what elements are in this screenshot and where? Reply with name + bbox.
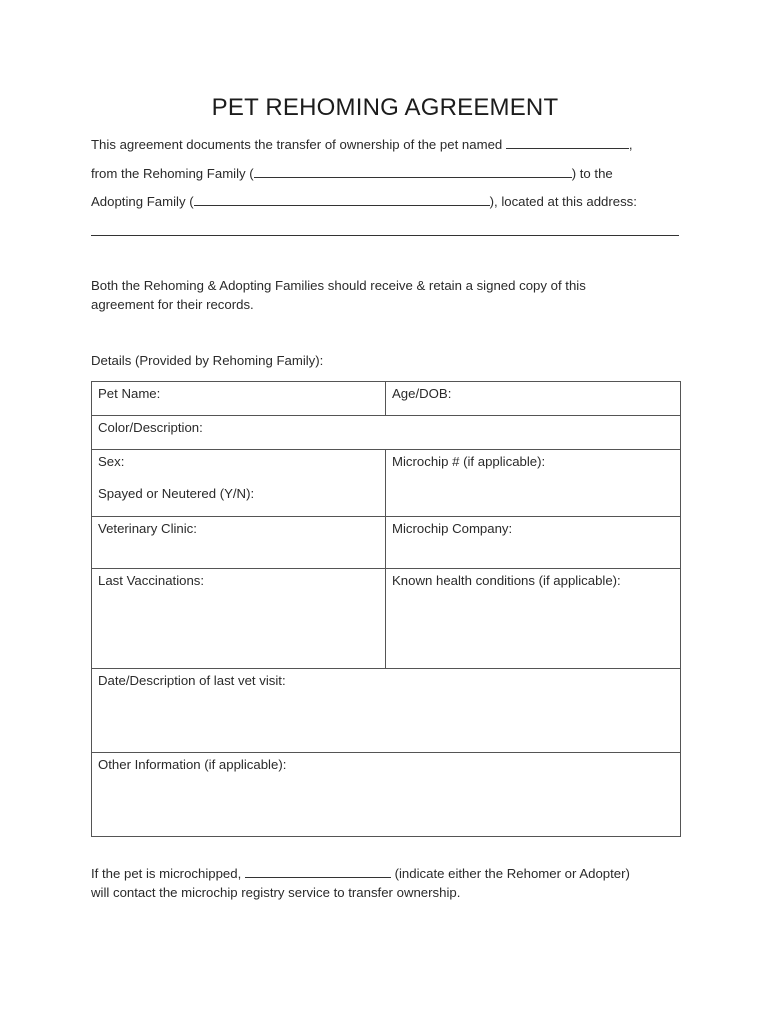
table-row: [92, 517, 681, 569]
details-heading: Details (Provided by Rehoming Family):: [91, 353, 324, 368]
pet-name-cell[interactable]: [92, 382, 386, 416]
notice-line-1: Both the Rehoming & Adopting Families should receive & retain a signed copy of this: [91, 278, 586, 293]
intro-line-2-start: from the Rehoming Family (: [91, 166, 254, 181]
intro-line-3: [91, 193, 637, 211]
microchip-responsible-party-blank[interactable]: [245, 865, 391, 878]
adopting-family-blank[interactable]: [194, 193, 490, 206]
microchip-company-cell[interactable]: [386, 517, 681, 569]
known-health-conditions-label: Known health conditions (if applicable):: [392, 573, 621, 588]
microchip-number-cell[interactable]: [386, 450, 681, 517]
microchip-company-label: Microchip Company:: [392, 521, 513, 536]
sex-label: Sex:: [98, 454, 125, 469]
table-row: [92, 669, 681, 753]
details-table: [91, 381, 681, 837]
sex-spayed-cell[interactable]: [92, 450, 386, 517]
last-vet-visit-label: Date/Description of last vet visit:: [98, 673, 286, 688]
pet-name-label: Pet Name:: [98, 386, 161, 401]
other-information-label: Other Information (if applicable):: [98, 757, 287, 772]
age-dob-cell[interactable]: [386, 382, 681, 416]
table-row: [92, 416, 681, 450]
veterinary-clinic-label: Veterinary Clinic:: [98, 521, 197, 536]
table-row: [92, 450, 681, 517]
intro-line-1: [91, 136, 633, 154]
intro-line-1-text: This agreement documents the transfer of ownership of the pet named: [91, 137, 503, 152]
color-description-cell[interactable]: [92, 416, 681, 450]
microchip-clause-line-2: will contact the microchip registry service to transfer ownership.: [91, 885, 461, 900]
last-vet-visit-cell[interactable]: [92, 669, 681, 753]
microchip-number-label: Microchip # (if applicable):: [392, 454, 546, 469]
other-information-cell[interactable]: [92, 753, 681, 837]
table-row: [92, 753, 681, 837]
last-vaccinations-cell[interactable]: [92, 569, 386, 669]
microchip-clause-line-1: [91, 865, 630, 883]
pet-name-blank[interactable]: [506, 136, 629, 149]
intro-line-2: [91, 165, 613, 183]
spayed-neutered-label: Spayed or Neutered (Y/N):: [98, 486, 255, 501]
veterinary-clinic-cell[interactable]: [92, 517, 386, 569]
notice-line-2: agreement for their records.: [91, 297, 254, 312]
table-row: [92, 569, 681, 669]
intro-line-3-end: ), located at this address:: [489, 194, 637, 209]
cell-spacer: [98, 471, 379, 485]
known-health-conditions-cell[interactable]: [386, 569, 681, 669]
microchip-clause-start: If the pet is microchipped,: [91, 866, 242, 881]
rehoming-family-blank[interactable]: [254, 165, 572, 178]
intro-line-1-end: ,: [628, 137, 633, 152]
document-title: PET REHOMING AGREEMENT: [211, 94, 559, 121]
microchip-clause-end: (indicate either the Rehomer or Adopter): [394, 866, 630, 881]
last-vaccinations-label: Last Vaccinations:: [98, 573, 205, 588]
intro-line-2-end: ) to the: [571, 166, 613, 181]
age-dob-label: Age/DOB:: [392, 386, 452, 401]
color-description-label: Color/Description:: [98, 420, 203, 435]
intro-line-3-start: Adopting Family (: [91, 194, 194, 209]
address-blank-line[interactable]: [91, 235, 679, 236]
table-row: [92, 382, 681, 416]
